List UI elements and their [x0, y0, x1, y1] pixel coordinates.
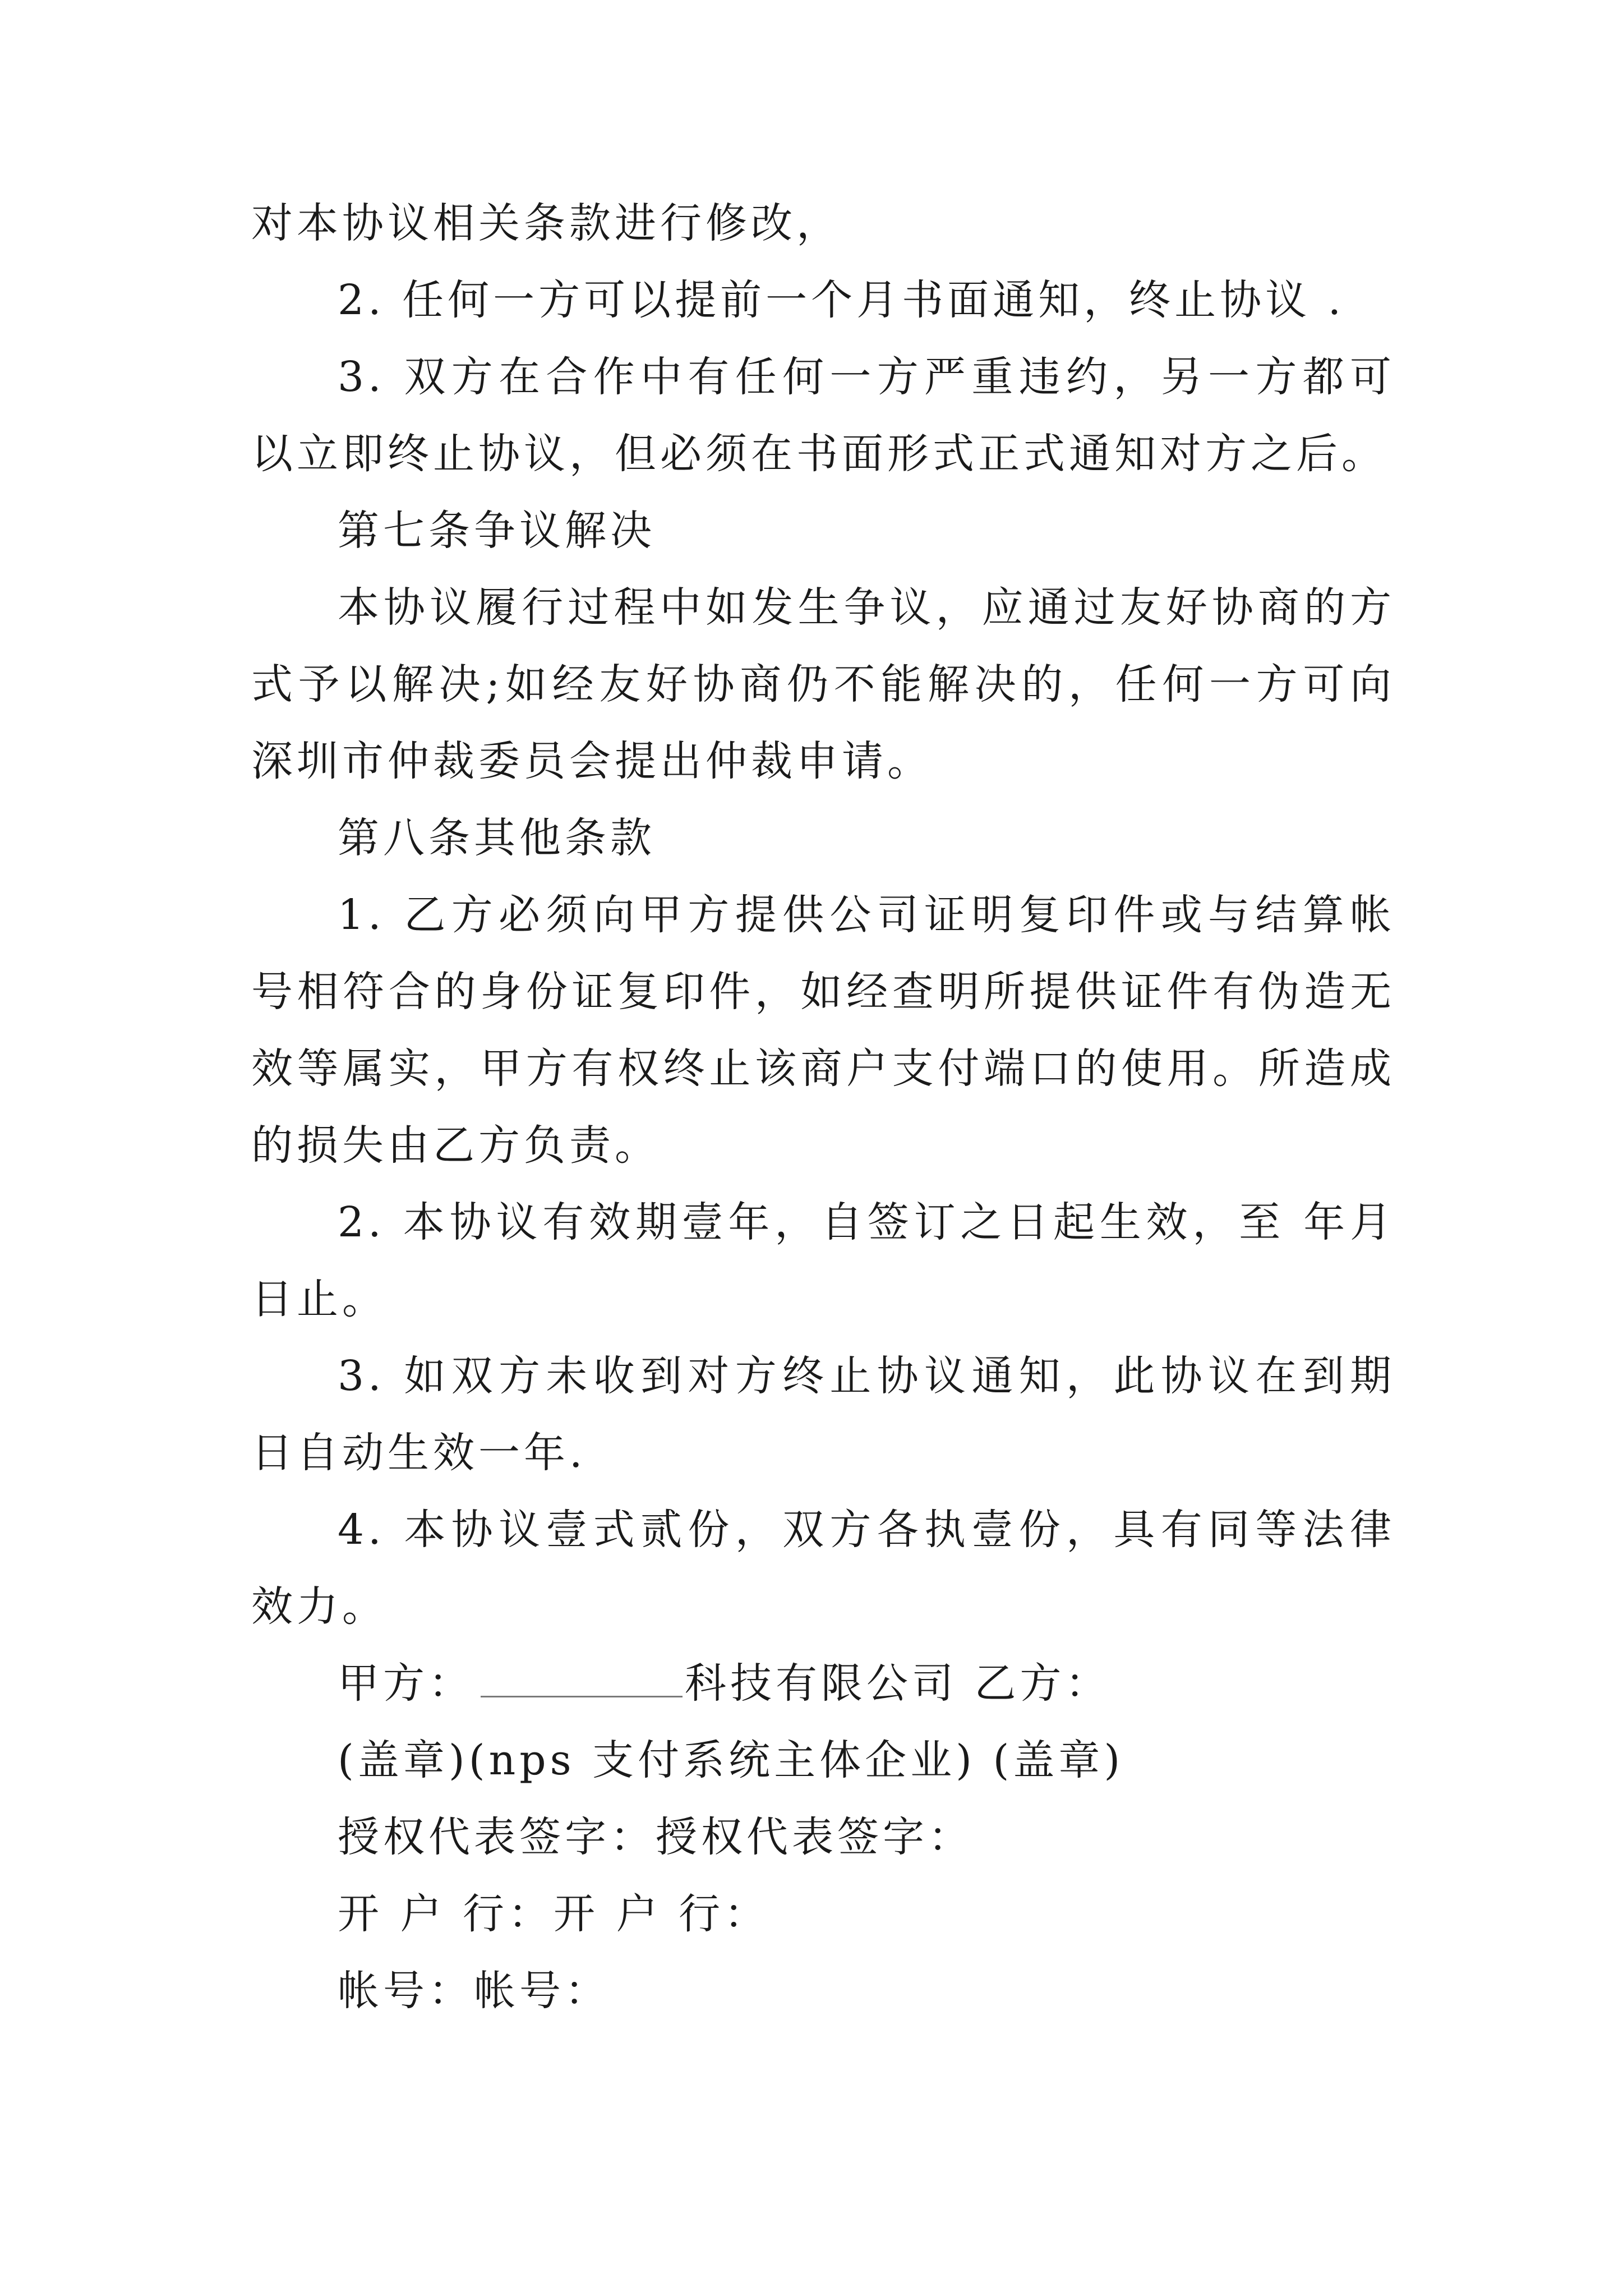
article-8-item-2: 2. 本协议有效期壹年，自签订之日起生效，至 年月日止。	[251, 1198, 1395, 1323]
signature-representative-line: 授权代表签字：授权代表签字：	[338, 1813, 974, 1861]
article-8-item-3: 3. 如双方未收到对方终止协议通知，此协议在到期日自动生效一年.	[251, 1352, 1395, 1477]
signature-account-line: 帐号：帐号：	[338, 1967, 610, 2015]
article-8-item-1: 1. 乙方必须向甲方提供公司证明复印件或与结算帐号相符合的身份证复印件，如经查明所提供证件有伪造无效等属实，甲方有权终止该商户支付端口的使用。所造成的损失由乙方负责。	[251, 891, 1395, 1170]
article-8-heading: 第八条其他条款	[338, 814, 656, 862]
party-a-name-and-party-b-label: 科技有限公司 乙方：	[685, 1659, 1111, 1708]
signature-seal-line: (盖章)(nps 支付系统主体企业) (盖章)	[338, 1736, 1124, 1784]
clause-6-item-3: 3. 双方在合作中有任何一方严重违约，另一方都可以立即终止协议，但必须在书面形式正式通知对方之后。	[251, 353, 1395, 478]
party-a-label: 甲方：	[338, 1659, 474, 1708]
article-7-heading: 第七条争议解决	[338, 507, 656, 555]
signature-bank-line: 开 户 行：开 户 行：	[338, 1890, 770, 1938]
article-7-body: 本协议履行过程中如发生争议，应通过友好协商的方式予以解决;如经友好协商仍不能解决的，任何一方可向深圳市仲裁委员会提出仲裁申请。	[251, 583, 1395, 785]
clause-6-item-2: 2. 任何一方可以提前一个月书面通知，终止协议 .	[338, 276, 1345, 324]
signature-party-line	[251, 1645, 1395, 1722]
paragraph-continuation: 对本协议相关条款进行修改，	[251, 199, 842, 247]
document-body	[251, 185, 1395, 2030]
article-8-item-4: 4. 本协议壹式贰份，双方各执壹份，具有同等法律效力。	[251, 1506, 1395, 1631]
party-a-name-blank	[481, 1654, 683, 1697]
